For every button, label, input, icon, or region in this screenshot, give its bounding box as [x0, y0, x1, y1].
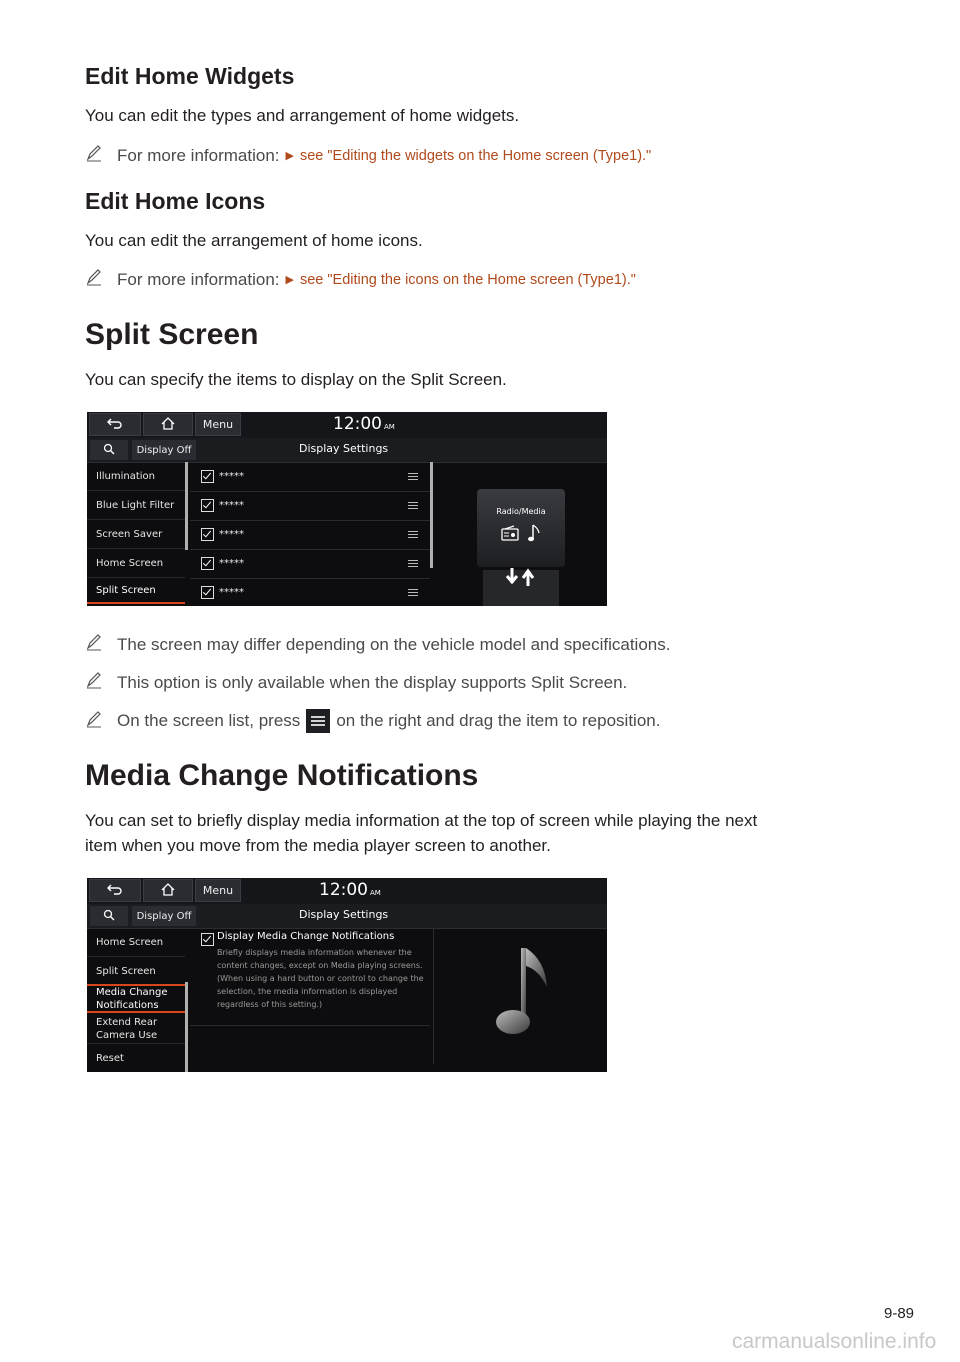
- drag-handle-icon[interactable]: [408, 529, 418, 540]
- drag-handle-icon[interactable]: [408, 471, 418, 482]
- page-number: 9-89: [884, 1305, 915, 1322]
- menu-scrollbar[interactable]: [185, 462, 188, 550]
- row-label: *****: [219, 558, 244, 569]
- checkbox-checked-icon[interactable]: [201, 528, 214, 541]
- radio-icon: [501, 525, 519, 545]
- menu-item-home-screen[interactable]: Home Screen: [87, 549, 185, 578]
- drag-handle-icon[interactable]: [408, 500, 418, 511]
- back-icon: [107, 417, 123, 432]
- list-item[interactable]: [190, 491, 430, 521]
- checkbox-checked-icon[interactable]: [201, 470, 214, 483]
- menu-item-split-screen[interactable]: Split Screen: [87, 578, 185, 604]
- note-text-after: on the right and drag the item to reposition.: [336, 711, 661, 730]
- split-preview-card: [477, 489, 565, 567]
- back-button[interactable]: [89, 879, 141, 902]
- menu-item-extend-rear-camera-use[interactable]: Extend Rear Camera Use: [87, 1014, 185, 1044]
- menu-item-media-change-notifications[interactable]: Media Change Notifications: [87, 984, 185, 1013]
- icons-description: You can edit the arrangement of home icons.: [85, 231, 423, 250]
- search-icon: [103, 443, 115, 458]
- display-off-button[interactable]: Display Off: [132, 906, 196, 926]
- note-text: This option is only available when the display supports Split Screen.: [117, 672, 628, 692]
- widgets-note-link[interactable]: see "Editing the widgets on the Home screen (Type1).": [299, 147, 652, 164]
- pencil-note-icon: [85, 710, 107, 733]
- heading-edit-home-widgets: Edit Home Widgets: [85, 63, 295, 89]
- icons-note-lead: For more information:: [117, 269, 280, 289]
- screen-title: Display Settings: [299, 442, 389, 455]
- split-note-3: [85, 709, 660, 733]
- clock-ampm: AM: [370, 889, 381, 897]
- option-title: Display Media Change Notifications: [217, 931, 395, 942]
- home-button[interactable]: [143, 879, 193, 902]
- watermark: carmanualsonline.info: [732, 1330, 937, 1353]
- menu-button[interactable]: Menu: [195, 879, 241, 902]
- top-bar: [87, 412, 607, 438]
- home-button[interactable]: [143, 413, 193, 436]
- media-description-line2: item when you move from the media player screen to another.: [85, 836, 551, 855]
- split-note-1: [85, 633, 670, 656]
- clock-time: 12:00: [319, 880, 368, 900]
- list-handle-icon: [306, 709, 330, 733]
- heading-split-screen: Split Screen: [85, 318, 259, 351]
- pencil-note-icon: [85, 144, 107, 167]
- menu-item-home-screen[interactable]: Home Screen: [87, 928, 185, 957]
- clock-time: 12:00: [333, 414, 382, 434]
- divider: [433, 928, 434, 1064]
- display-settings-media-screenshot: [87, 878, 607, 1072]
- search-button[interactable]: [90, 906, 128, 926]
- list-item[interactable]: [190, 549, 430, 579]
- row-label: *****: [219, 471, 244, 482]
- menu-scrollbar[interactable]: [185, 982, 188, 1072]
- option-row[interactable]: [190, 928, 430, 1026]
- row-label: *****: [219, 500, 244, 511]
- widgets-note: [85, 144, 651, 167]
- option-description: Briefly displays media information whenever the content changes, except on Media playing screens. (When using a hard button or control to change the selection, the media information is displayed regardless of this setting.): [217, 948, 424, 1009]
- music-note-icon: [527, 523, 541, 547]
- preview-label: Radio/Media: [496, 507, 546, 516]
- note-text-before: On the screen list, press: [117, 711, 301, 730]
- pencil-note-icon: [85, 633, 107, 656]
- row-label: *****: [219, 529, 244, 540]
- drag-handle-icon[interactable]: [408, 558, 418, 569]
- list-item[interactable]: [190, 578, 430, 606]
- menu-item-blue-light-filter[interactable]: Blue Light Filter: [87, 491, 185, 520]
- checkbox-checked-icon[interactable]: [201, 499, 214, 512]
- list-item[interactable]: [190, 462, 430, 492]
- menu-button[interactable]: Menu: [195, 413, 241, 436]
- swap-arrows-icon[interactable]: [501, 566, 539, 592]
- checkbox-checked-icon[interactable]: [201, 933, 214, 946]
- clock: [333, 414, 395, 434]
- home-icon: [161, 417, 175, 433]
- arrow-right-icon: ▶: [285, 274, 294, 286]
- icons-note: [85, 268, 636, 291]
- heading-media-change-notifications: Media Change Notifications: [85, 759, 479, 792]
- clock-ampm: AM: [384, 423, 395, 431]
- heading-edit-home-icons: Edit Home Icons: [85, 188, 266, 214]
- display-settings-split-screenshot: [87, 412, 607, 606]
- music-note-icon: [487, 942, 557, 1046]
- menu-item-screen-saver[interactable]: Screen Saver: [87, 520, 185, 549]
- arrow-right-icon: ▶: [285, 150, 294, 162]
- checkbox-checked-icon[interactable]: [201, 586, 214, 599]
- home-icon: [161, 883, 175, 899]
- list-scrollbar[interactable]: [430, 462, 433, 568]
- split-note-2: [85, 671, 627, 694]
- search-button[interactable]: [90, 440, 128, 460]
- back-icon: [107, 883, 123, 898]
- split-description: You can specify the items to display on the Split Screen.: [85, 370, 507, 389]
- media-description-line1: You can set to briefly display media information at the top of screen while playing the next: [85, 811, 758, 830]
- top-bar: [87, 878, 607, 904]
- screen-title: Display Settings: [299, 908, 389, 921]
- widgets-note-lead: For more information:: [117, 145, 280, 165]
- back-button[interactable]: [89, 413, 141, 436]
- search-icon: [103, 909, 115, 924]
- drag-handle-icon[interactable]: [408, 587, 418, 598]
- checkbox-checked-icon[interactable]: [201, 557, 214, 570]
- widgets-description: You can edit the types and arrangement of home widgets.: [85, 106, 520, 125]
- pencil-note-icon: [85, 268, 107, 291]
- note-text: The screen may differ depending on the vehicle model and specifications.: [117, 634, 671, 654]
- pencil-note-icon: [85, 671, 107, 694]
- menu-item-split-screen[interactable]: Split Screen: [87, 957, 185, 986]
- icons-note-link[interactable]: see "Editing the icons on the Home screen (Type1).": [299, 271, 636, 288]
- list-item[interactable]: [190, 520, 430, 550]
- secondary-bar: [87, 904, 607, 929]
- display-off-button[interactable]: Display Off: [132, 440, 196, 460]
- menu-item-reset[interactable]: Reset: [96, 1052, 124, 1064]
- menu-item-illumination[interactable]: Illumination: [87, 462, 185, 491]
- row-label: *****: [219, 587, 244, 598]
- clock: [319, 880, 381, 900]
- secondary-bar: [87, 438, 607, 463]
